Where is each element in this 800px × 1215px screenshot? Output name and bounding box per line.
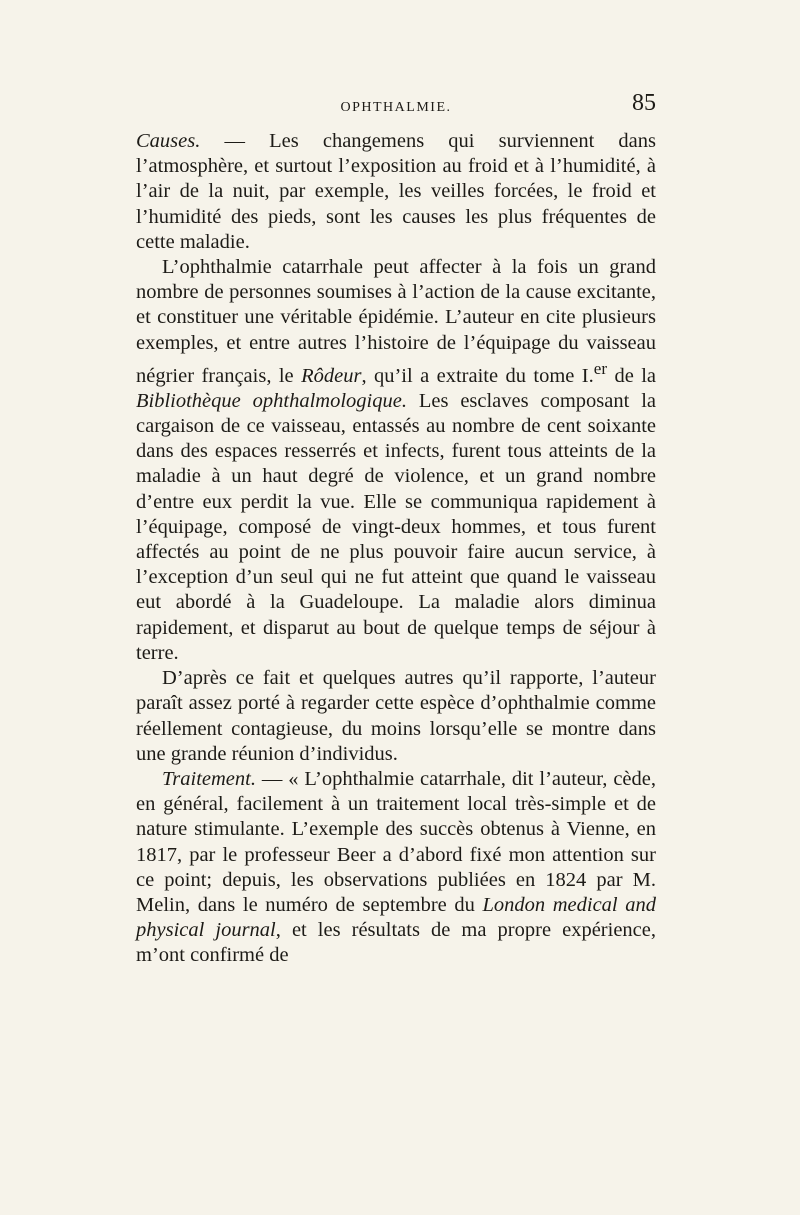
- paragraph-text: Les esclaves composant la cargaison de ce vaisseau, entassés au nombre de cent soixante dans des espaces resserrés et infects, furent tous atteints de la maladie à un haut degré de violence, et un grand nombre d’entre eux perdit la vue. Elle se communiqua rapidement à l’équipage, composé de vingt-deux hommes, et tous furent affectés au point de ne plus pouvoir faire aucun service, à l’exception d’un seul qui ne fut atteint que quand le vaisseau eut abordé à la Guadeloupe. La maladie alors diminua rapidement, et disparut au bout de quelque temps de séjour à terre.: [136, 389, 656, 664]
- paragraph-text: D’après ce fait et quelques autres qu’il rapporte, l’auteur paraît assez porté à regarder cette espèce d’ophthalmie comme réellement contagieuse, du moins lorsqu’elle se montre dans une grande réunion d’individus.: [136, 667, 656, 765]
- superscript: er: [593, 358, 608, 378]
- paragraph-causes: [136, 129, 656, 255]
- body-text: [136, 129, 656, 969]
- paragraph-text: — Les changemens qui surviennent dans l’atmosphère, et surtout l’exposition au froid et à l’humidité, à l’air de la nuit, par exemple, les veilles forcées, le froid et l’humidité des pieds, sont les causes les plus fréquentes de cette maladie.: [136, 130, 656, 253]
- ship-name: Rôdeur: [301, 364, 362, 387]
- section-label-treatment: Traitement.: [162, 767, 256, 790]
- page-header: [136, 88, 656, 124]
- paragraph-epidemic: [136, 255, 656, 666]
- book-title: Bibliothèque ophthalmologique.: [136, 389, 407, 412]
- paragraph-text: , et les résultats de ma propre expérience, m’ont confirmé de: [136, 919, 656, 967]
- page-number: 85: [632, 90, 656, 116]
- running-head: OPHTHALMIE.: [340, 100, 452, 115]
- section-label-causes: Causes.: [136, 130, 201, 152]
- paragraph-contagion: [136, 666, 656, 767]
- paragraph-text: de la: [607, 364, 656, 387]
- paragraph-text: L’ophthalmie catarrhale peut affecter à la fois un grand nombre de personnes soumises à l’action de la cause excitante, et constituer une véritable épidémie. L’auteur en cite plusieurs exemples, et entre autres l’histoire de l’équipage du vaisseau négrier français, le: [136, 256, 656, 387]
- paragraph-text: , qu’il a extraite du tome I.: [361, 364, 594, 387]
- paragraph-treatment: [136, 767, 656, 969]
- paragraph-text: — « L’ophthalmie catarrhale, dit l’auteur, cède, en général, facilement à un traitement local très-simple et de nature stimulante. L’exemple des succès obtenus à Vienne, en 1817, par le professeur Beer a d’abord fixé mon attention sur ce point; depuis, les observations publiées en 1824 par M. Melin, dans le numéro de septembre du: [136, 767, 656, 916]
- journal-title: London medical and physical journal: [136, 893, 656, 942]
